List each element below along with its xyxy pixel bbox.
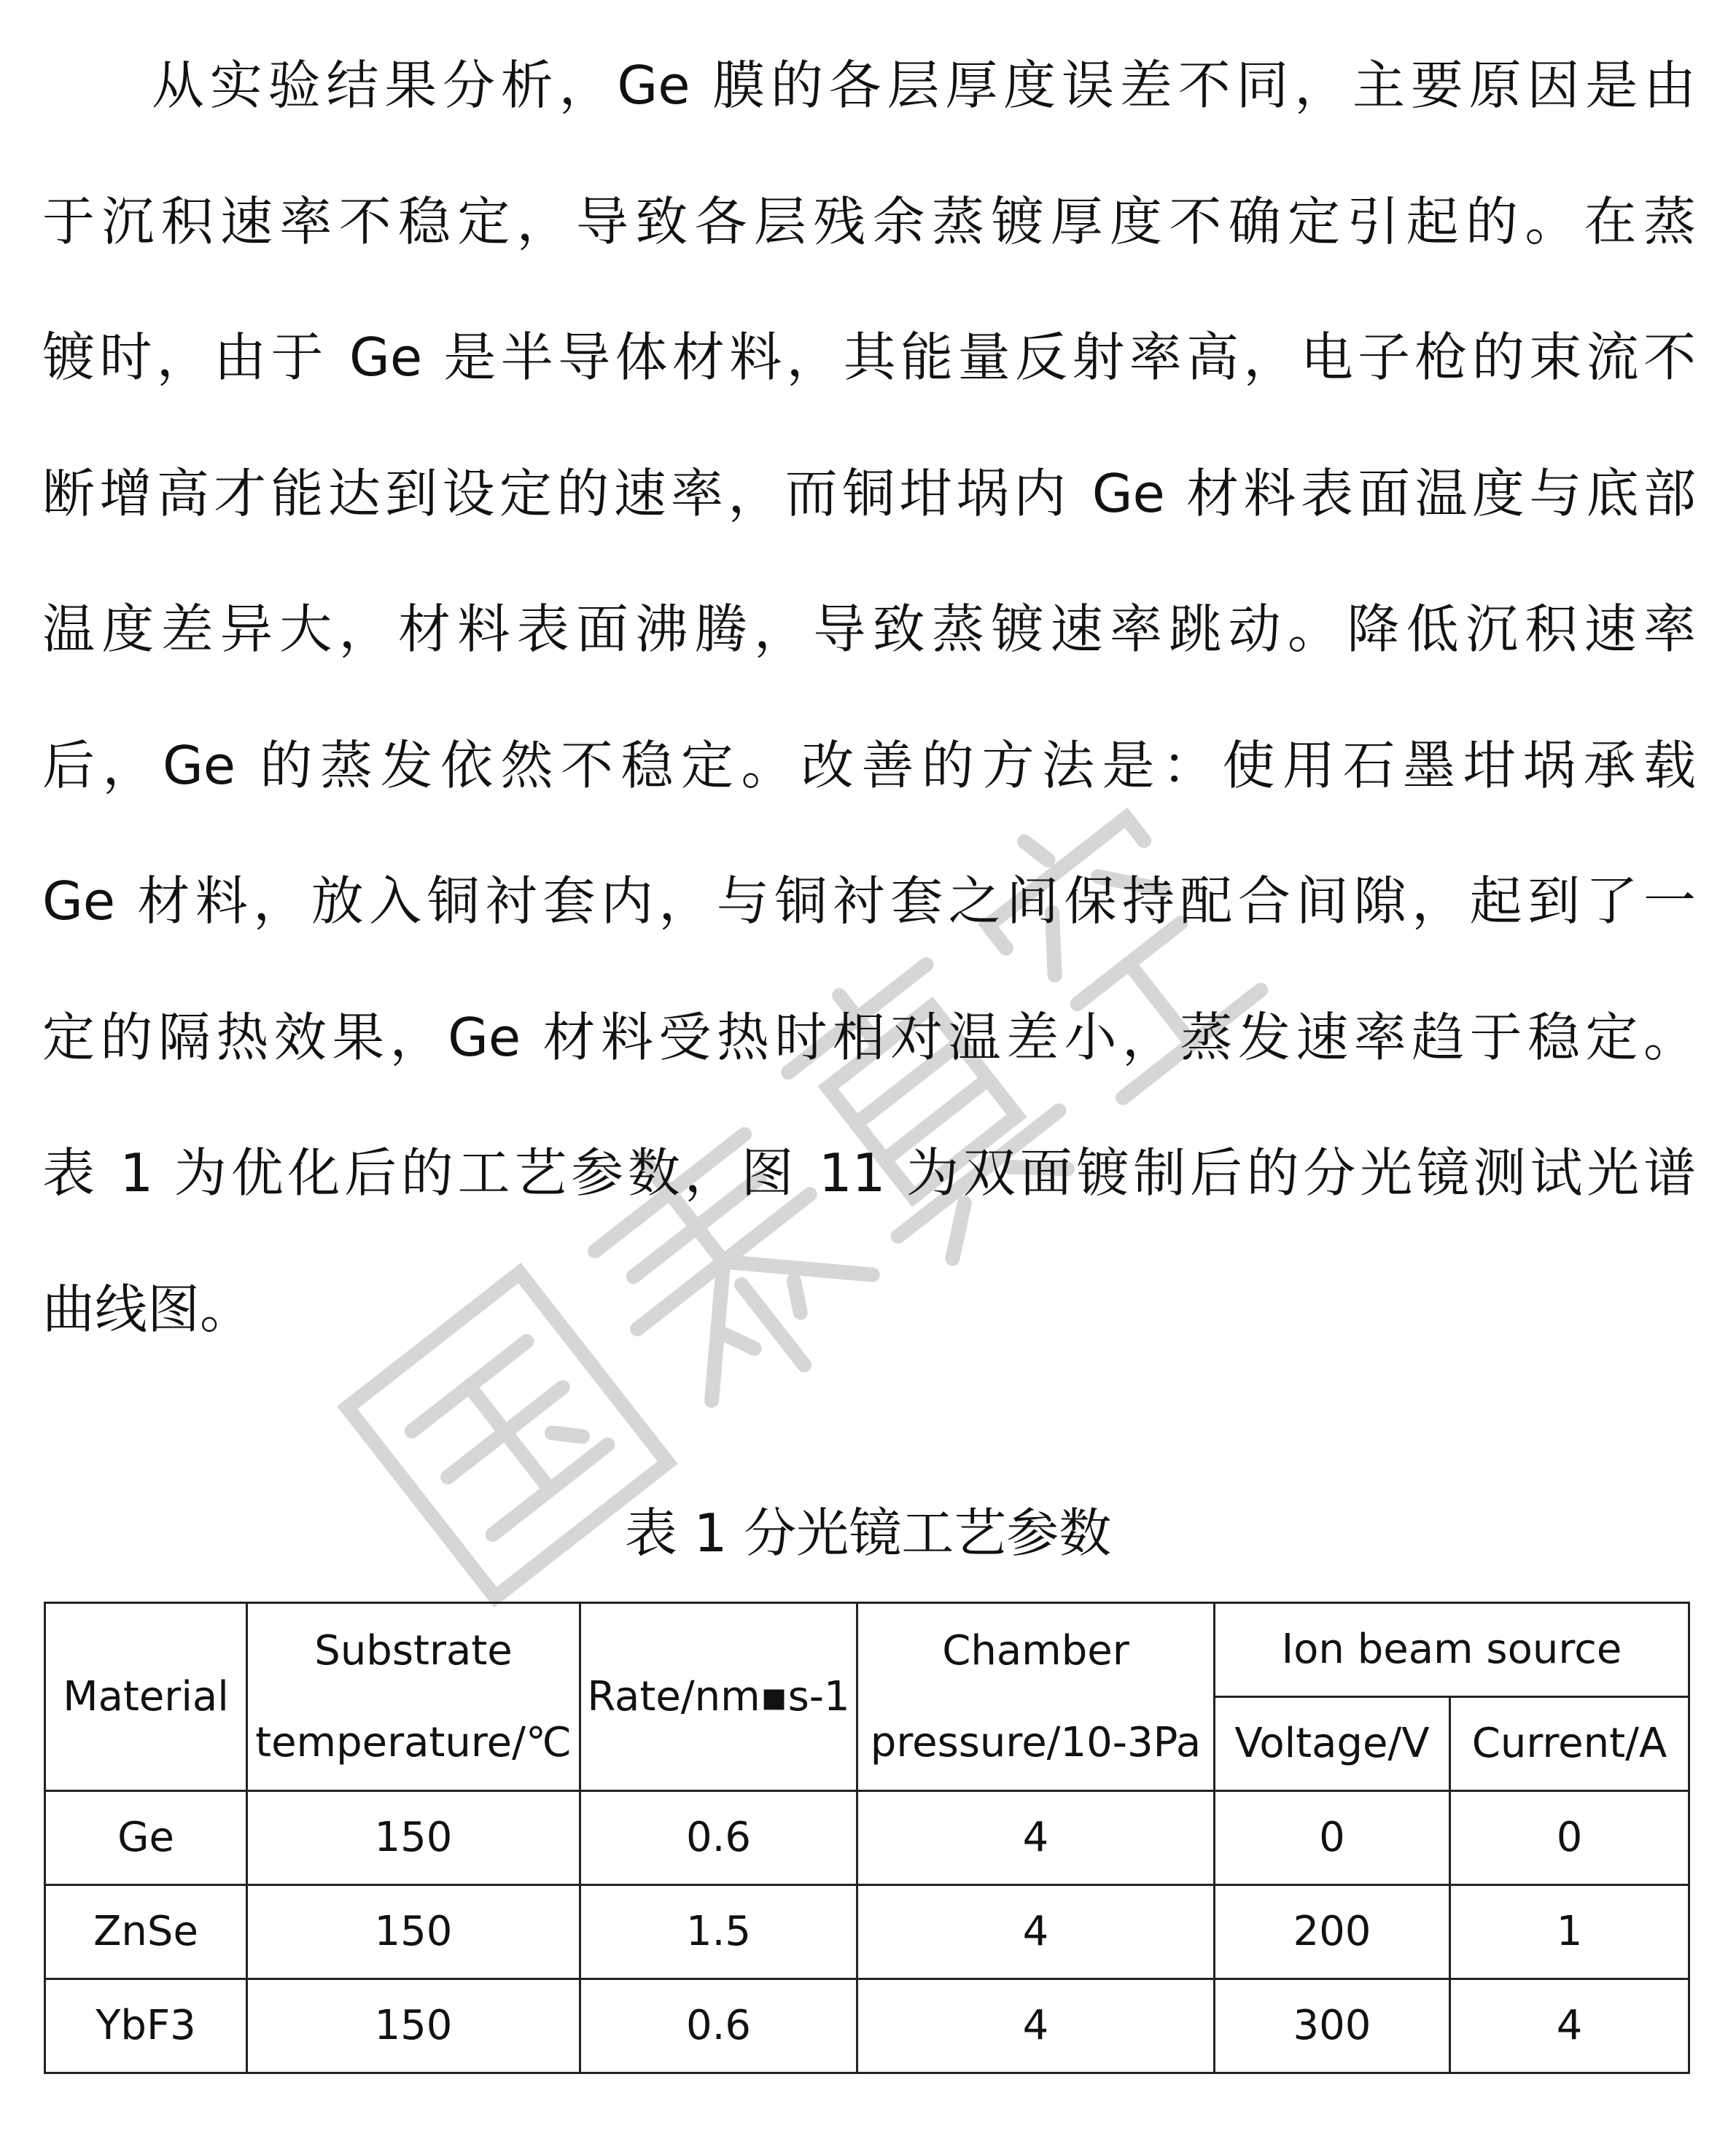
header-material: Material (45, 1603, 247, 1791)
cell-pressure: 4 (857, 1885, 1215, 1979)
paragraph-line: 曲线图。 (42, 1278, 253, 1340)
header-substrate-line-1: Substrate (314, 1626, 513, 1675)
body-paragraph (42, 38, 1696, 1398)
header-substrate-temperature (247, 1603, 580, 1791)
table-header-row (45, 1603, 1689, 1697)
header-ion-beam-source: Ion beam source (1215, 1603, 1689, 1697)
cell-rate: 1.5 (580, 1885, 857, 1979)
paragraph-line: 断增高才能达到设定的速率，而铜坩埚内 Ge 材料表面温度与底部 (42, 462, 1696, 524)
cell-pressure: 4 (857, 1979, 1215, 2073)
header-voltage: Voltage/V (1215, 1697, 1450, 1791)
cell-temperature: 150 (247, 1791, 580, 1885)
cell-current: 1 (1450, 1885, 1689, 1979)
process-parameters-table (44, 1602, 1690, 2074)
paragraph-line: Ge 材料，放入铜衬套内，与铜衬套之间保持配合间隙，起到了一 (42, 870, 1696, 932)
cell-voltage: 200 (1215, 1885, 1450, 1979)
cell-current: 0 (1450, 1791, 1689, 1885)
cell-material: YbF3 (45, 1979, 247, 2073)
table-row (45, 1885, 1689, 1979)
header-chamber-pressure (857, 1603, 1215, 1791)
paragraph-line: 表 1 为优化后的工艺参数，图 11 为双面镀制后的分光镜测试光谱 (42, 1142, 1696, 1204)
header-chamber-line-2: pressure/10-3Pa (870, 1718, 1202, 1766)
cell-voltage: 0 (1215, 1791, 1450, 1885)
table-row (45, 1979, 1689, 2073)
header-substrate-line-2: temperature/℃ (255, 1718, 572, 1766)
cell-temperature: 150 (247, 1885, 580, 1979)
cell-rate: 0.6 (580, 1979, 857, 2073)
paragraph-line: 后，Ge 的蒸发依然不稳定。改善的方法是：使用石墨坩埚承载 (42, 734, 1696, 796)
paragraph-line: 从实验结果分析，Ge 膜的各层厚度误差不同，主要原因是由 (152, 55, 1696, 116)
cell-material: Ge (45, 1791, 247, 1885)
paragraph-line: 定的隔热效果，Ge 材料受热时相对温差小，蒸发速率趋于稳定。 (42, 1006, 1696, 1068)
cell-current: 4 (1450, 1979, 1689, 2073)
cell-pressure: 4 (857, 1791, 1215, 1885)
paragraph-line: 镀时，由于 Ge 是半导体材料，其能量反射率高，电子枪的束流不 (42, 327, 1696, 388)
cell-temperature: 150 (247, 1979, 580, 2073)
paragraph-line: 温度差异大，材料表面沸腾，导致蒸镀速率跳动。降低沉积速率 (42, 599, 1696, 660)
paragraph-line: 于沉积速率不稳定，导致各层残余蒸镀厚度不确定引起的。在蒸 (42, 190, 1696, 252)
header-chamber-line-1: Chamber (942, 1626, 1129, 1675)
table-row (45, 1791, 1689, 1885)
cell-rate: 0.6 (580, 1791, 857, 1885)
header-rate: Rate/nm▪s-1 (580, 1603, 857, 1791)
cell-voltage: 300 (1215, 1979, 1450, 2073)
cell-material: ZnSe (45, 1885, 247, 1979)
table-caption: 表 1 分光镜工艺参数 (624, 1502, 1112, 1564)
header-current: Current/A (1450, 1697, 1689, 1791)
